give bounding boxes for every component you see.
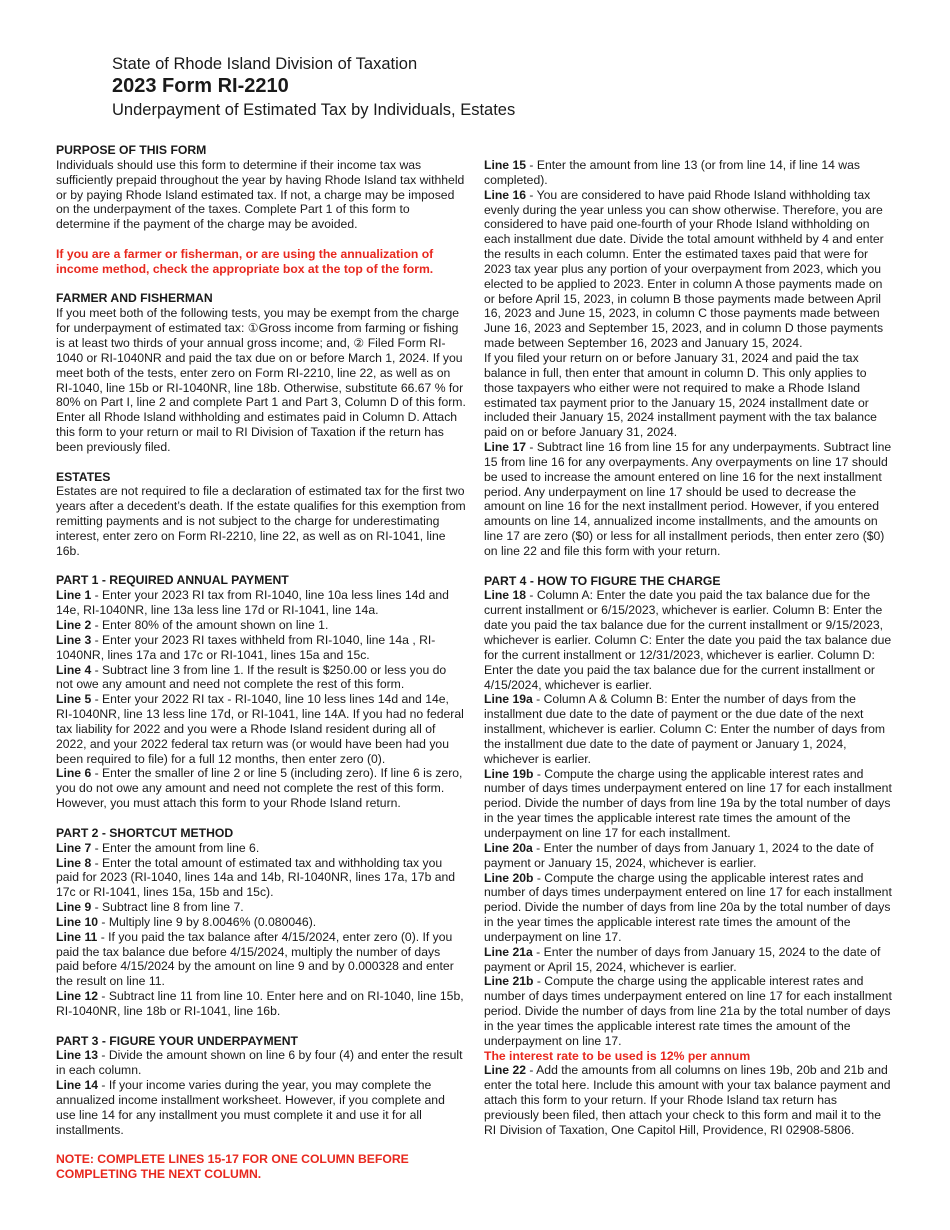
line-label: Line 20b xyxy=(484,870,534,885)
line-item xyxy=(56,900,466,915)
line-text: - Divide the amount shown on line 6 by four (4) and enter the result in each column. xyxy=(56,1048,463,1078)
line-label: Line 19a xyxy=(484,692,533,707)
left-column xyxy=(56,143,466,1182)
line-text: - Multiply line 9 by 8.0046% (0.080046). xyxy=(98,914,317,929)
line-item xyxy=(56,915,466,930)
line-item xyxy=(56,989,466,1019)
right-column xyxy=(484,158,894,1138)
line-text: - Enter your 2023 RI tax from RI-1040, line 10a less lines 14d and 14e, RI-1040NR, line 13a less line 17d or RI-1041, line 14a. xyxy=(56,588,449,618)
line-label: Line 2 xyxy=(56,618,92,632)
line-item xyxy=(484,692,894,766)
line-label: Line 16 xyxy=(484,187,526,202)
line-label: Line 6 xyxy=(56,766,92,781)
form-title: 2023 Form RI-2210 xyxy=(112,75,289,97)
line-label: Line 8 xyxy=(56,855,92,870)
line-text: - Subtract line 8 from line 7. xyxy=(91,900,244,915)
part2-heading: PART 2 - SHORTCUT METHOD xyxy=(56,825,234,840)
line-text: - Enter your 2023 RI taxes withheld from RI-1040, line 14a , RI-1040NR, lines 17a and 17c or RI-1041, lines 15a and 15c. xyxy=(56,632,436,662)
purpose-text: Individuals should use this form to determine if their income tax was sufficiently prepaid throughout the year by having Rhode Island tax withheld or by paying Rhode Island estimated tax. If not, a charge may be imposed on the underpayment of the taxes. Complete Part 1 of this form to determine if the payment of the charge may be avoided. xyxy=(56,157,465,232)
line-label: Line 11 xyxy=(56,929,98,944)
line-item xyxy=(56,856,466,901)
line-text: - If your income varies during the year, you may complete the annualized income installment worksheet. However, if you complete and use line 14 for any installment you must complete it and use it for all installments. xyxy=(56,1078,445,1137)
estates-text: Estates are not required to file a declaration of estimated tax for the first two years after a decedent’s death. If the estate qualifies for this exemption from remitting payments and is not subject to the charge for underestimating interest, enter zero on Form RI-2210, line 22, as well as on RI-1041, line 16b. xyxy=(56,484,466,558)
interest-rate-note: The interest rate to be used is 12% per annum xyxy=(484,1048,751,1063)
farmer-heading: FARMER AND FISHERMAN xyxy=(56,291,213,306)
estates-heading: ESTATES xyxy=(56,469,111,484)
form-header xyxy=(112,54,515,121)
line-text: - Enter 80% of the amount shown on line 1. xyxy=(91,618,329,632)
purpose-heading: PURPOSE OF THIS FORM xyxy=(56,143,207,157)
line-text: - Enter the total amount of estimated tax and withholding tax you paid for 2023 (RI-1040, lines 14a and 14b, RI-1040NR, lines 17a, 17b and 17c or RI-1041, lines 15a, 15b and 15c). xyxy=(56,855,456,900)
line-text: - Column A: Enter the date you paid the tax balance due for the current installment or 6/15/2023, whichever is earlier. Column B: Enter the date you paid the tax balance due for the current installment or 9/15/2023, whichever is earlier. Column C: Enter the date you paid the tax balance due for the current installment or 12/31/2023, whichever is earlier. Column D: Enter the date you paid the tax balance due for the current installment or 4/15/2024, whichever is earlier. xyxy=(484,588,892,692)
line-label: Line 19b xyxy=(484,766,534,781)
line-item xyxy=(56,930,466,989)
line-label: Line 20a xyxy=(484,840,533,855)
line-text: - You are considered to have paid Rhode Island withholding tax evenly during the year unless you can show otherwise. Therefore, you are considered to have paid one-fourth of your Rhode Island withholding on each installment due date. Divide the total amount withheld by 4 and enter the results in each column. Enter the estimated taxes paid that were for 2023 tax year plus any portion of your overpayment from 2023, which you elected to be applied to 2023. Enter in column A those payments made on or before April 15, 2023, in column B those payments made between April 16, 2023 and June 15, 2023, in column C those payments made between June 16, 2023 and September 15, 2023, and in column D those payments made between September 16, 2023 and January 15, 2024. xyxy=(484,187,884,351)
line-text: - Compute the charge using the applicable interest rates and number of days times underpayment entered on line 17 for each installment period. Divide the number of days from line 19a by the total number of days in the year times the applicable interest rate times the amount of the underpayment on line 17 for each installment. xyxy=(484,766,892,840)
line-item xyxy=(484,588,894,692)
part3-heading: PART 3 - FIGURE YOUR UNDERPAYMENT xyxy=(56,1033,298,1048)
line-item xyxy=(484,945,894,975)
line-text: - Enter the number of days from January 1, 2024 to the date of payment or January 15, 2024, whichever is earlier. xyxy=(484,840,874,870)
column-order-note: NOTE: COMPLETE LINES 15-17 FOR ONE COLUMN BEFORE COMPLETING THE NEXT COLUMN. xyxy=(56,1152,409,1182)
part4-heading: PART 4 - HOW TO FIGURE THE CHARGE xyxy=(484,573,721,588)
line-item xyxy=(484,841,894,871)
line-label: Line 22 xyxy=(484,1063,526,1078)
line-item xyxy=(56,1078,466,1137)
agency-name: State of Rhode Island Division of Taxation xyxy=(112,55,418,73)
line-text: - Enter the amount from line 6. xyxy=(91,840,260,855)
line-item xyxy=(56,663,466,693)
farmer-note: If you are a farmer or fisherman, or are using the annualization of income method, check the appropriate box at the top of the form. xyxy=(56,246,434,276)
line-text: - Add the amounts from all columns on lines 19b, 20b and 21b and enter the total here. Include this amount with your tax balance payment and attach this form to your return. If your Rhode Island tax return has previously been filed, then attach your check to this form and mail it to the RI Division of Taxation, One Capitol Hill, Providence, RI 02908-5806. xyxy=(484,1063,891,1137)
line-text: - Compute the charge using the applicable interest rates and number of days times underpayment entered on line 17 for each installment period. Divide the number of days from line 20a by the total number of days in the year times the applicable interest rate times the amount of the underpayment on line 17. xyxy=(484,870,892,944)
line-item xyxy=(56,766,466,811)
line-item xyxy=(484,1063,894,1137)
line-item xyxy=(484,767,894,841)
line-text: - Enter your 2022 RI tax - RI-1040, line 10 less lines 14d and 14e, RI-1040NR, line 13 less line 17d, or RI-1041, line 14A. If you had no federal tax liability for 2022 and you were a Rhode Island resident during all of 2022, and your 2022 federal tax return was (or would have been had you been required to file) for a full 12 months, then enter zero (0). xyxy=(56,692,464,766)
line-item xyxy=(56,1048,466,1078)
line-label: Line 17 xyxy=(484,440,526,455)
line-text: - Column A & Column B: Enter the number of days from the installment due date to the date of payment or the due date of the next installment, whichever is earlier. Column C: Enter the number of days from the installment due date to the date of payment or January 1, 2024, whichever is earlier. xyxy=(484,692,885,766)
line-item xyxy=(56,841,466,856)
line-item xyxy=(56,692,466,766)
line-item xyxy=(56,618,466,633)
line-text: - Compute the charge using the applicable interest rates and number of days times underpayment entered on line 17 for each installment period. Divide the number of days from line 21a by the total number of days in the year times the applicable interest rate times the amount of the underpayment on line 17. xyxy=(484,974,892,1048)
line-label: Line 18 xyxy=(484,588,526,603)
line-label: Line 15 xyxy=(484,158,526,172)
line-text: - Subtract line 16 from line 15 for any underpayments. Subtract line 15 from line 16 for any overpayments. Any overpayments on line 17 should be used to increase the amount entered on line 16 for the next installment period. Any underpayment on line 17 should be used to decrease the amount on line 16 for the next installment period. However, if you entered amounts on line 14, annualized income installments, and the amounts on line 17 are zero ($0) or less for all installment periods, then enter zero ($0) on line 22 and file this form with your return. xyxy=(484,440,892,558)
line-label: Line 14 xyxy=(56,1078,98,1093)
line-label: Line 12 xyxy=(56,989,98,1004)
line-text: - If you paid the tax balance after 4/15/2024, enter zero (0). If you paid the tax balance due before 4/15/2024, multiply the number of days paid before 4/15/2024 by the amount on line 9 and by 0.000328 and enter the result on line 11. xyxy=(56,929,454,989)
line-text: - Subtract line 11 from line 10. Enter here and on RI-1040, line 15b, RI-1040NR, line 18b or RI-1041, line 16b. xyxy=(56,989,464,1018)
line-text: - Enter the smaller of line 2 or line 5 (including zero). If line 6 is zero, you do not owe any amount and need not complete the rest of this form. However, you must attach this form to your Rhode Island return. xyxy=(56,766,463,811)
line-item xyxy=(484,158,894,188)
line-item xyxy=(56,588,466,618)
line-label: Line 1 xyxy=(56,588,92,603)
line-label: Line 9 xyxy=(56,900,92,915)
line-text: - Enter the number of days from January 15, 2024 to the date of payment or April 15, 2024, whichever is earlier. xyxy=(484,944,881,974)
line-label: Line 13 xyxy=(56,1048,98,1063)
line-item xyxy=(484,188,894,351)
line-label: Line 4 xyxy=(56,662,92,677)
farmer-text: If you meet both of the following tests, you may be exempt from the charge for underpayment of estimated tax: ①Gross income from farming or fishing is at least two thirds of your annual gross income; and, ② Filed Form RI-1040 or RI-1040NR and paid the tax due on or before March 1, 2024. If you meet both of the tests, enter zero on Form RI-2210, line 22, as well as on RI-1040, line 15b or RI-1040NR, line 18b. Otherwise, substitute 66.67 % for 80% on Part I, line 2 and complete Part 1 and Part 3, Column D of this form. Enter all Rhode Island withholding and estimates paid in Column D. Attach this form to your return or mail to RI Division of Taxation if the return has been previously filed. xyxy=(56,306,466,454)
form-subtitle: Underpayment of Estimated Tax by Individuals, Estates xyxy=(112,101,516,119)
line-text: - Enter the amount from line 13 (or from line 14, if line 14 was completed). xyxy=(484,158,860,187)
line-item xyxy=(56,633,466,663)
line16-continuation: If you filed your return on or before January 31, 2024 and paid the tax balance in full, then enter that amount in column D. This only applies to those taxpayers who either were not required to make a Rhode Island estimated tax payment prior to the January 15, 2024 installment date or included their January 15, 2024 installment payment with the tax balance paid on or before January 31, 2024. xyxy=(484,350,877,440)
part1-heading: PART 1 - REQUIRED ANNUAL PAYMENT xyxy=(56,573,289,588)
line-label: Line 21b xyxy=(484,974,534,989)
line-label: Line 3 xyxy=(56,632,92,647)
line-item xyxy=(484,871,894,945)
line-label: Line 5 xyxy=(56,692,92,707)
line-item xyxy=(484,440,894,559)
line-item xyxy=(484,974,894,1048)
line-label: Line 7 xyxy=(56,840,92,855)
line-label: Line 21a xyxy=(484,944,533,959)
line-label: Line 10 xyxy=(56,914,98,929)
line-text: - Subtract line 3 from line 1. If the result is $250.00 or less you do not owe any amount and need not complete the rest of this form. xyxy=(56,662,447,692)
